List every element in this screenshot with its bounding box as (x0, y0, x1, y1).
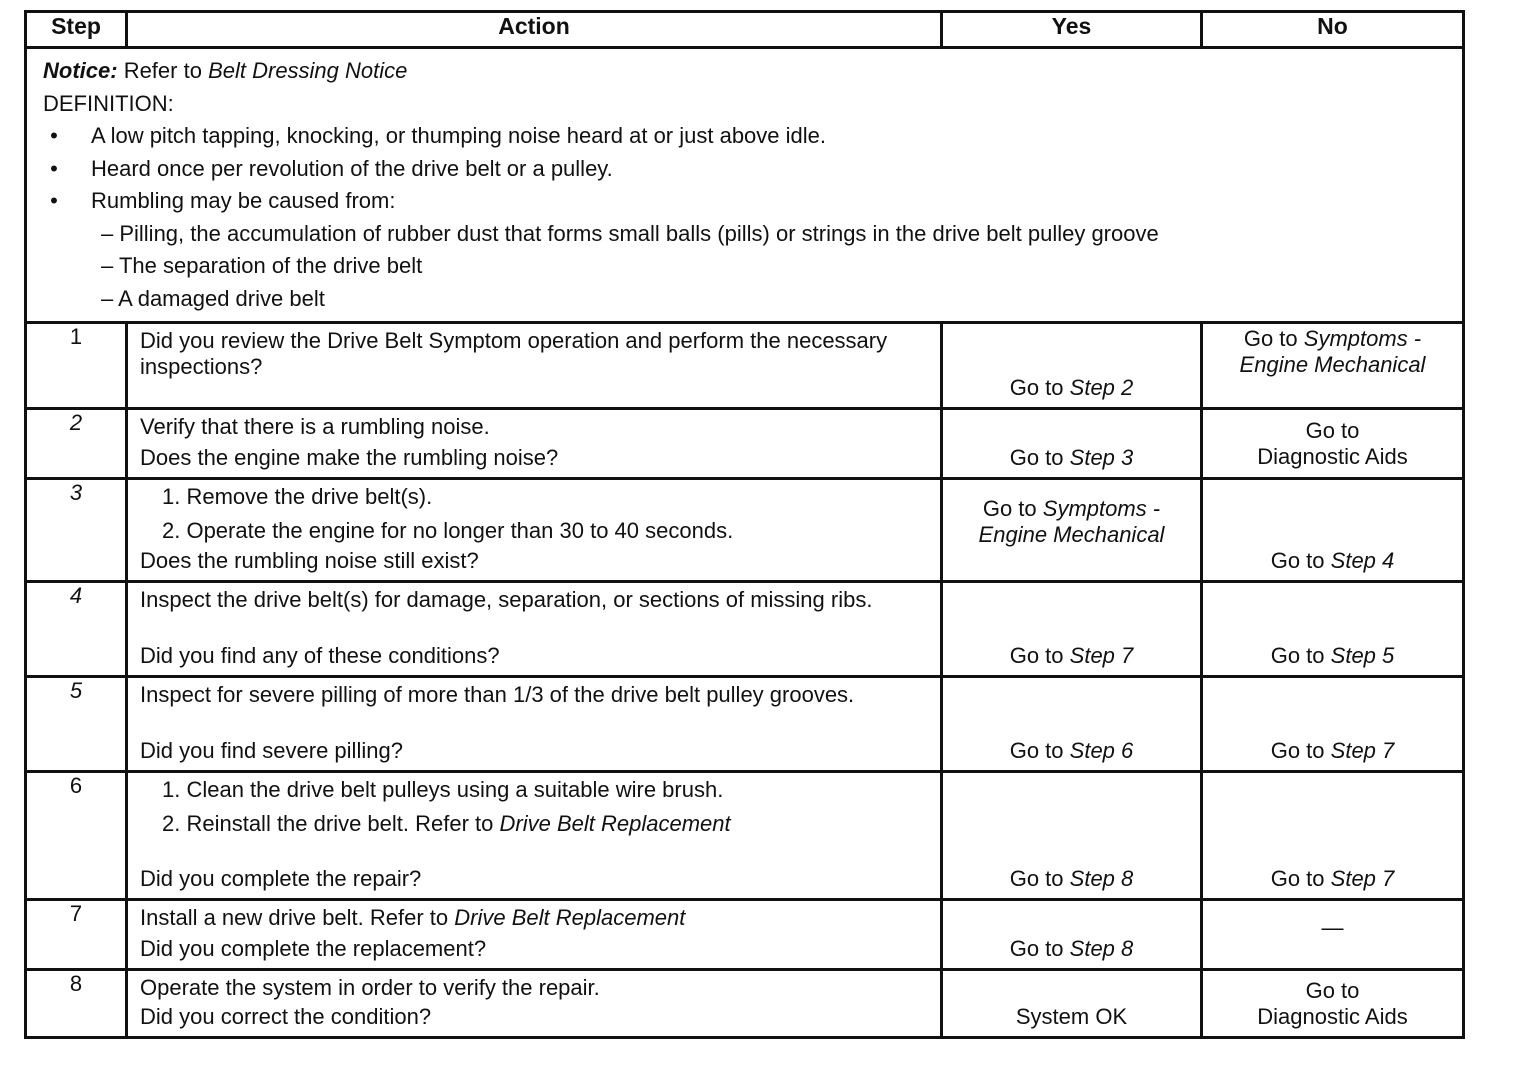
cause-item: – The separation of the drive belt (101, 253, 423, 278)
action-cell (127, 900, 942, 970)
notice-label: Notice: (43, 58, 118, 83)
yes-link[interactable]: Engine Mechanical (978, 522, 1165, 547)
no-cell: Go to Symptoms - Engine Mechanical (1202, 323, 1464, 409)
yes-link[interactable]: Symptoms - (1042, 496, 1161, 521)
reference-link[interactable]: Drive Belt Replacement (499, 811, 731, 836)
step-number: 8 (26, 970, 127, 1038)
no-cell: Go to Step 7 (1202, 677, 1464, 772)
action-cell (127, 970, 942, 1038)
reference-link[interactable]: Drive Belt Replacement (454, 905, 686, 930)
step-number: 6 (26, 772, 127, 900)
yes-cell: Go to Step 2 (942, 323, 1202, 409)
yes-link[interactable]: Step 2 (1069, 375, 1134, 400)
yes-cell: Go to Step 8 (942, 900, 1202, 970)
header-step: Step (26, 12, 127, 48)
question-text: Did you complete the repair? (140, 866, 422, 891)
no-link[interactable]: Engine Mechanical (1239, 352, 1426, 377)
action-cell (127, 323, 942, 409)
no-cell (1202, 900, 1464, 970)
no-cell: Go to Step 4 (1202, 479, 1464, 582)
notice-refer: Refer to (123, 58, 202, 83)
no-dash: — (1321, 915, 1344, 940)
step-number: 4 (26, 582, 127, 677)
table-row (26, 323, 1464, 409)
question-text: Did you correct the condition? (140, 1004, 432, 1029)
yes-link[interactable]: Step 7 (1069, 643, 1134, 668)
question-text: Did you complete the replacement? (140, 936, 487, 961)
yes-link[interactable]: Step 6 (1069, 738, 1134, 763)
definition-heading: DEFINITION: (43, 90, 174, 116)
action-text: Inspect for severe pilling of more than 1/3 of the drive belt pulley grooves. (140, 682, 855, 707)
notice-line (43, 55, 1446, 88)
header-row (26, 12, 1464, 48)
no-cell: Go to Step 7 (1202, 772, 1464, 900)
table-row (26, 900, 1464, 970)
notice-reference: Belt Dressing Notice (208, 58, 408, 83)
substep: 1. Clean the drive belt pulleys using a suitable wire brush. (162, 777, 724, 802)
step-number: 5 (26, 677, 127, 772)
action-cell (127, 677, 942, 772)
yes-cell: Go to Step 6 (942, 677, 1202, 772)
substep: 1. Remove the drive belt(s). (162, 484, 433, 509)
step-number: 2 (26, 409, 127, 479)
yes-link[interactable]: Step 3 (1069, 445, 1134, 470)
action-cell (127, 409, 942, 479)
question-text: Did you find any of these conditions? (140, 643, 500, 668)
yes-link[interactable]: Step 8 (1069, 936, 1134, 961)
action-text: Install a new drive belt. Refer to Drive Belt Replacement (140, 905, 686, 930)
yes-cell: Go to Step 8 (942, 772, 1202, 900)
yes-cell: Go to Step 7 (942, 582, 1202, 677)
system-ok: System OK (1015, 1004, 1128, 1029)
bullet-icon: • (50, 188, 58, 213)
diagnostic-table (24, 10, 1465, 1039)
definition-bullet: • Rumbling may be caused from: (43, 185, 1446, 218)
table-row (26, 772, 1464, 900)
no-link[interactable]: Step 4 (1330, 548, 1395, 573)
notice-cell (26, 48, 1464, 323)
action-text: Did you review the Drive Belt Symptom operation and perform the necessary inspections? (140, 328, 888, 379)
header-action: Action (127, 12, 942, 48)
action-cell (127, 479, 942, 582)
action-cell (127, 772, 942, 900)
action-text: Inspect the drive belt(s) for damage, separation, or sections of missing ribs. (140, 587, 873, 612)
question-text: Does the engine make the rumbling noise? (140, 445, 559, 470)
action-cell (127, 582, 942, 677)
substep: 2. Operate the engine for no longer than 30 to 40 seconds. (162, 518, 734, 543)
cause-item: – A damaged drive belt (101, 285, 325, 311)
no-link[interactable]: Symptoms - (1303, 326, 1422, 351)
yes-link[interactable]: Step 8 (1069, 866, 1134, 891)
no-link[interactable]: Diagnostic Aids (1257, 443, 1408, 469)
no-cell: Go to Diagnostic Aids (1202, 970, 1464, 1038)
step-number: 7 (26, 900, 127, 970)
no-link[interactable]: Step 5 (1330, 643, 1395, 668)
notice-row (26, 48, 1464, 323)
table-row (26, 582, 1464, 677)
header-yes: Yes (942, 12, 1202, 48)
no-cell: Go to Diagnostic Aids (1202, 409, 1464, 479)
bullet-icon: • (50, 123, 58, 148)
definition-bullet: • A low pitch tapping, knocking, or thumping noise heard at or just above idle. (43, 120, 1446, 153)
no-link[interactable]: Step 7 (1330, 866, 1395, 891)
yes-cell: Go to Symptoms - Engine Mechanical (942, 479, 1202, 582)
definition-bullet: • Heard once per revolution of the drive belt or a pulley. (43, 153, 1446, 186)
table-row (26, 677, 1464, 772)
no-cell: Go to Step 5 (1202, 582, 1464, 677)
no-link[interactable]: Step 7 (1330, 738, 1395, 763)
step-number: 1 (26, 323, 127, 409)
step-number: 3 (26, 479, 127, 582)
table-row (26, 970, 1464, 1038)
action-text: Verify that there is a rumbling noise. (140, 414, 490, 439)
question-text: Does the rumbling noise still exist? (140, 548, 479, 573)
cause-item: – Pilling, the accumulation of rubber dust that forms small balls (pills) or strings in the drive belt pulley groove (101, 220, 1159, 246)
action-text: Operate the system in order to verify the repair. (140, 975, 600, 1000)
substep: 2. Reinstall the drive belt. Refer to Drive Belt Replacement (162, 811, 731, 836)
no-link[interactable]: Diagnostic Aids (1257, 1003, 1408, 1029)
question-text: Did you find severe pilling? (140, 738, 403, 763)
yes-cell (942, 970, 1202, 1038)
bullet-icon: • (50, 155, 58, 181)
header-no: No (1202, 12, 1464, 48)
table-row (26, 479, 1464, 582)
yes-cell: Go to Step 3 (942, 409, 1202, 479)
table-row (26, 409, 1464, 479)
